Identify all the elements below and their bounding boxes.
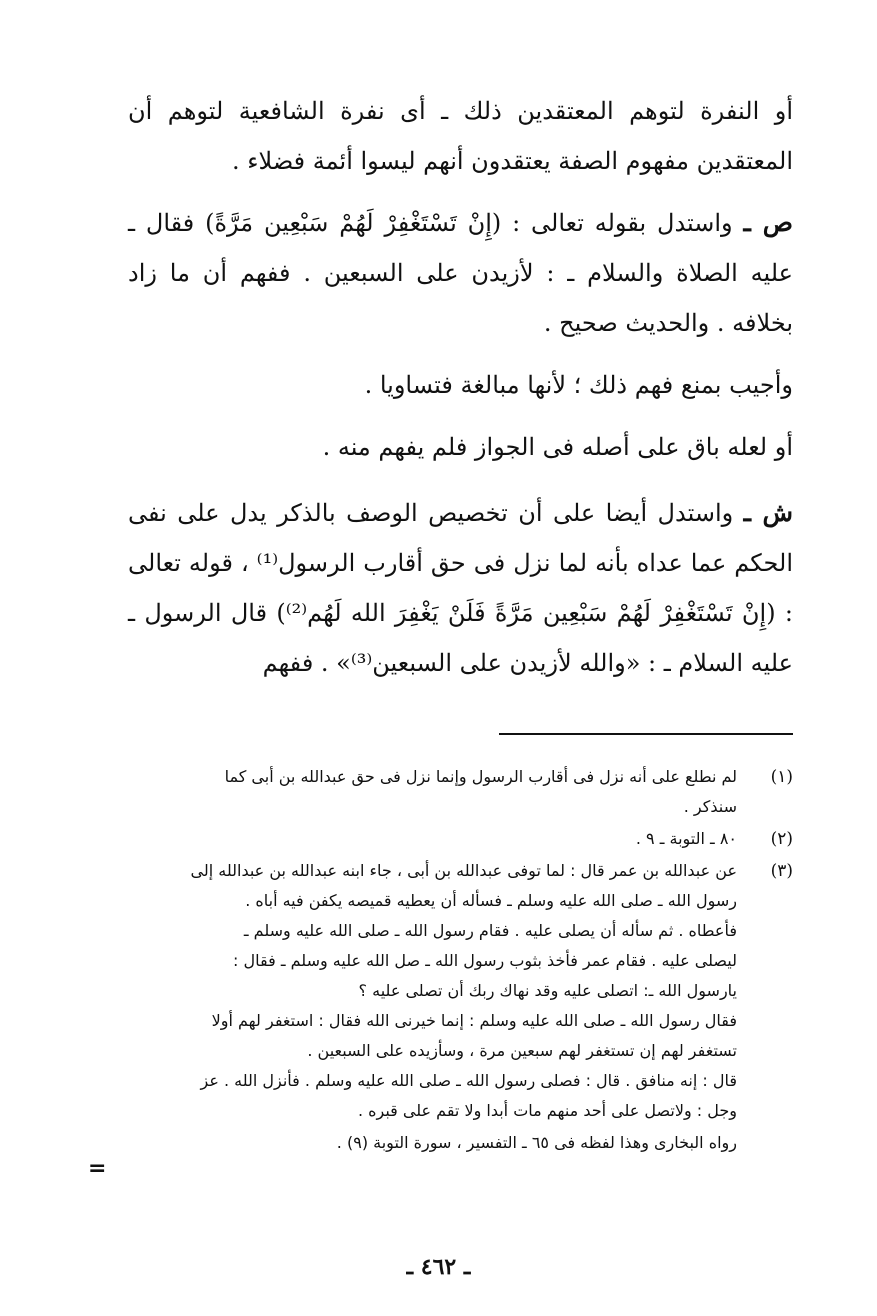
footnote-text: عن عبدالله بن عمر قال : لما توفى عبدالله بن أبى ، جاء ابنه عبدالله بن عبدالله إلى رسول الله ـ صلى الله عليه وسلم ـ فسأله أن يعطيه قميصه يكفن فيه أباه . فأعطاه . ثم سأله أن يصلى عليه . فقام رسول الله ـ صلى الله عليه وسلم ـ ليصلى عليه . فقام عمر فأخذ بثوب رسول الله ـ صل الله عليه وسلم ـ فقال : يارسول الله ـ: اتصلى عليه وقد نهاك ربك أن تصلى عليه ؟ فقال رسول الله ـ صلى الله عليه وسلم : إنما خيرنى الله فقال : استغفر لهم أولا تستغفر لهم إن تستغفر لهم سبعين مرة ، وسأزيده على السبعين . قال : إنه منافق . قال : فصلى رسول الله ـ صلى الله عليه وسلم . فأنزل الله . عز وجل : ولاتصل على أحد منهم مات أبدا ولا تقم على قبره .	[190, 861, 737, 1120]
paragraph-1: أو النفرة لتوهم المعتقدين ذلك ـ أى نفرة الشافعية لتوهم أن المعتقدين مفهوم الصفة يعتقدون أنهم ليسوا أئمة فضلاء .	[128, 97, 793, 175]
page-number: ـ ٤٦٢ ـ	[406, 1254, 471, 1280]
footnote-source: رواه البخارى وهذا لفظه فى ٦٥ ـ التفسير ، سورة التوبة (٩) .	[336, 1133, 737, 1152]
footnote-number: (٣)	[770, 861, 793, 881]
footnotes-block	[128, 762, 793, 1158]
footnote-3	[128, 856, 793, 1126]
footnote-number: (٢)	[770, 829, 793, 849]
footnote-number: (١)	[770, 767, 793, 787]
section-marker-sad: ص ـ	[743, 208, 793, 237]
main-text-block	[128, 86, 793, 688]
footnote-divider	[499, 733, 793, 735]
paragraph-shin: ش ـ واستدل أيضا على أن تخصيص الوصف بالذكر يدل على نفى الحكم عما عداه بأنه لما نزل فى حق أقارب الرسول⁽¹⁾ ، قوله تعالى : (إِنْ تَسْتَغْفِرْ لَهُمْ سَبْعِين مَرَّةً فَلَنْ يَغْفِرَ الله لَهُم⁽²⁾) قال الرسول ـ عليه السلام ـ : «والله لأزيدن على السبعين⁽³⁾» . ففهم	[128, 498, 793, 677]
footnote-2	[128, 824, 793, 854]
footnote-text: ٨٠ ـ التوبة ـ ٩ .	[635, 829, 737, 848]
footnote-text: لم نطلع على أنه نزل فى أقارب الرسول وإنما نزل فى حق عبدالله بن أبى كما سنذكر .	[224, 767, 737, 816]
footnote-1	[128, 762, 793, 822]
paragraph-alternative: أو لعله باق على أصله فى الجواز فلم يفهم منه .	[322, 433, 793, 461]
paragraph-answer: وأجيب بمنع فهم ذلك ؛ لأنها مبالغة فتساويا .	[364, 371, 793, 399]
continuation-mark: =	[88, 1156, 107, 1181]
section-marker-shin: ش ـ	[743, 498, 793, 527]
paragraph-sad: ص ـ واستدل بقوله تعالى : (إِنْ تَسْتَغْفِرْ لَهُمْ سَبْعِين مَرَّةً) فقال ـ عليه الصلاة والسلام ـ : لأزيدن على السبعين . ففهم أن ما زاد بخلافه . والحديث صحيح .	[128, 208, 793, 337]
